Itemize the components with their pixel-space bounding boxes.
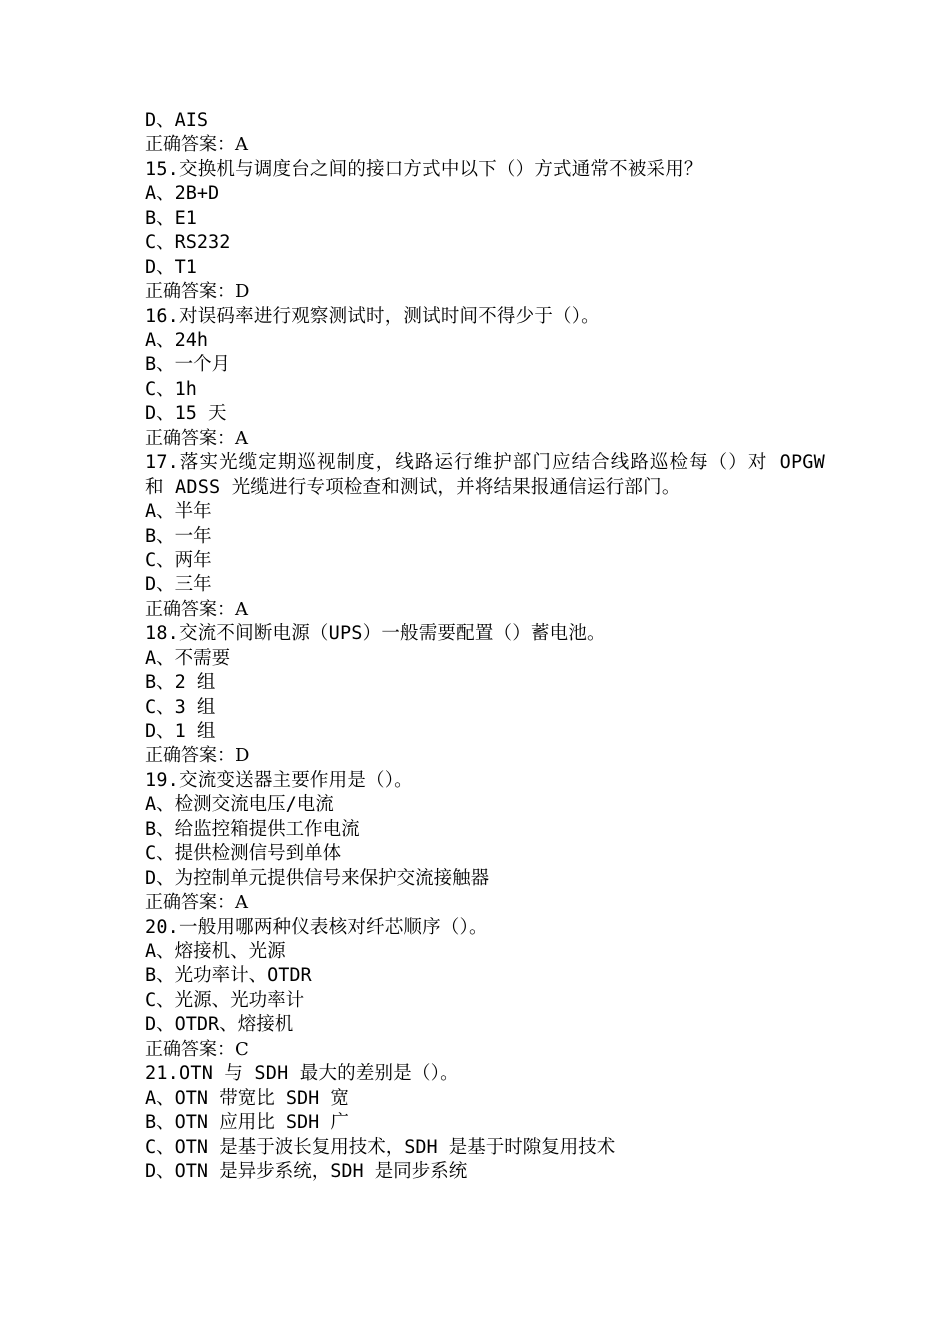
answer-option: A、不需要 bbox=[145, 647, 231, 669]
answer-option: A、24h bbox=[145, 329, 209, 351]
answer-option: D、AIS bbox=[145, 110, 209, 131]
answer-option: D、三年 bbox=[145, 574, 212, 596]
answer-option: C、1h bbox=[145, 378, 197, 400]
answer-option: C、光源、光功率计 bbox=[145, 989, 305, 1011]
answer-option: A、2B+D bbox=[145, 183, 220, 205]
correct-answer: 正确答案：A bbox=[145, 892, 248, 914]
answer-option: D、T1 bbox=[145, 256, 197, 278]
correct-answer: 正确答案：D bbox=[145, 281, 250, 303]
question-text: 16.对误码率进行观察测试时，测试时间不得少于（）。 bbox=[145, 305, 600, 327]
answer-option: B、2 组 bbox=[145, 672, 216, 694]
answer-option: B、OTN 应用比 SDH 广 bbox=[145, 1112, 349, 1134]
answer-option: D、OTDR、熔接机 bbox=[145, 1014, 294, 1036]
answer-option: A、OTN 带宽比 SDH 宽 bbox=[145, 1087, 349, 1109]
answer-option: D、1 组 bbox=[145, 721, 216, 743]
question-text: 21.OTN 与 SDH 最大的差别是（）。 bbox=[145, 1063, 459, 1085]
answer-option: D、为控制单元提供信号来保护交流接触器 bbox=[145, 867, 490, 889]
question-text: 20.一般用哪两种仪表核对纤芯顺序（）。 bbox=[145, 916, 488, 938]
question-text: 17.落实光缆定期巡视制度，线路运行维护部门应结合线路巡检每（）对 OPGW 和 ADSS 光缆进行专项检查和测试，并将结果报通信运行部门。 bbox=[145, 452, 825, 498]
question-text: 18.交流不间断电源（UPS）一般需要配置（）蓄电池。 bbox=[145, 623, 606, 645]
answer-option: C、两年 bbox=[145, 549, 212, 571]
question-text: 19.交流变送器主要作用是（）。 bbox=[145, 769, 413, 791]
answer-option: B、一个月 bbox=[145, 354, 231, 376]
answer-option: D、15 天 bbox=[145, 403, 227, 425]
correct-answer: 正确答案：A bbox=[145, 598, 248, 620]
answer-option: A、半年 bbox=[145, 501, 212, 523]
answer-option: C、RS232 bbox=[145, 232, 231, 254]
answer-option: B、E1 bbox=[145, 207, 197, 229]
correct-answer: 正确答案：D bbox=[145, 745, 250, 767]
answer-option: C、3 组 bbox=[145, 696, 216, 718]
answer-option: B、一年 bbox=[145, 525, 212, 547]
question-list bbox=[145, 109, 825, 1184]
correct-answer: 正确答案：A bbox=[145, 134, 248, 156]
correct-answer: 正确答案：C bbox=[145, 1038, 249, 1060]
question-text: 15.交换机与调度台之间的接口方式中以下（）方式通常不被采用？ bbox=[145, 158, 703, 180]
answer-option: A、熔接机、光源 bbox=[145, 940, 286, 962]
answer-option: B、光功率计、OTDR bbox=[145, 965, 312, 987]
answer-option: C、OTN 是基于波长复用技术，SDH 是基于时隙复用技术 bbox=[145, 1136, 616, 1158]
answer-option: D、OTN 是异步系统，SDH 是同步系统 bbox=[145, 1160, 468, 1182]
answer-option: A、检测交流电压/电流 bbox=[145, 794, 334, 816]
correct-answer: 正确答案：A bbox=[145, 427, 248, 449]
answer-option: B、给监控箱提供工作电流 bbox=[145, 818, 360, 840]
answer-option: C、提供检测信号到单体 bbox=[145, 843, 342, 865]
